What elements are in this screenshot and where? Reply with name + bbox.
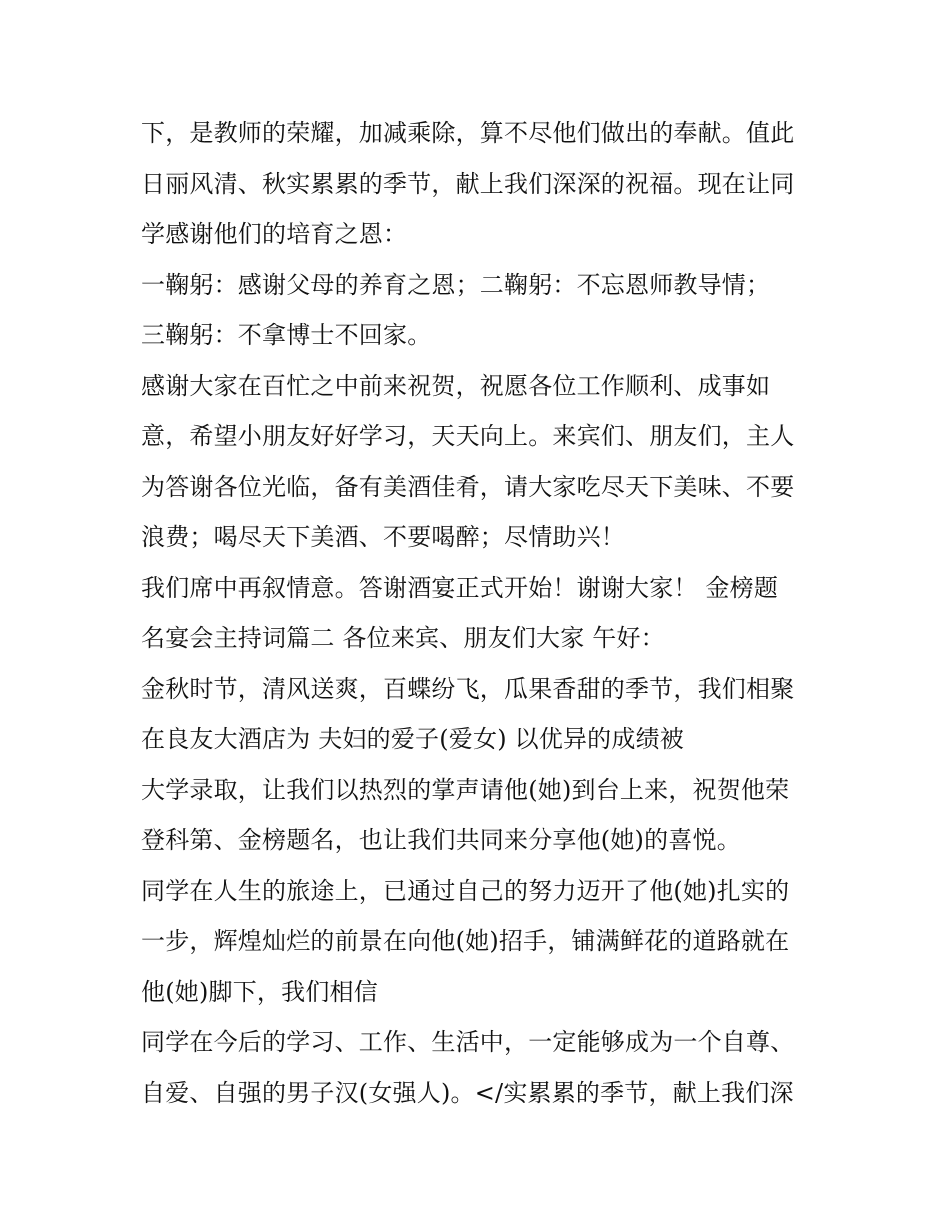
text-line: 我们席中再叙情意。答谢酒宴正式开始！谢谢大家！ 金榜题 [141, 573, 779, 602]
text-line: 日丽风清、秋实累累的季节，献上我们深深的祝福。现在让同 [141, 169, 795, 198]
text-line: 浪费；喝尽天下美酒、不要喝醉；尽情助兴！ [141, 523, 625, 551]
text-line: 感谢大家在百忙之中前来祝贺，祝愿各位工作顺利、成事如 [141, 371, 771, 400]
text-line: 他(她)脚下，我们相信 [141, 977, 378, 1006]
text-line: 三鞠躬：不拿博士不回家。 [141, 321, 432, 349]
text-line: 一鞠躬：感谢父母的养育之恩；二鞠躬：不忘恩师教导情； [141, 270, 771, 299]
text-line: 同学在人生的旅途上，已通过自己的努力迈开了他(她)扎实的 [141, 876, 790, 905]
text-line: 自爱、自强的男子汉(女强人)。</实累累的季节，献上我们深 [141, 1078, 794, 1107]
text-line: 金秋时节，清风送爽，百蝶纷飞，瓜果香甜的季节，我们相聚 [141, 674, 795, 703]
text-line: 一步，辉煌灿烂的前景在向他(她)招手，铺满鲜花的道路就在 [141, 927, 790, 955]
text-line: 为答谢各位光临，备有美酒佳肴，请大家吃尽天下美味、不要 [141, 472, 795, 501]
text-line: 意，希望小朋友好好学习，天天向上。来宾们、朋友们，主人 [141, 422, 795, 450]
text-line: 在良友大酒店为 夫妇的爱子(爱女) 以优异的成绩被 [141, 725, 684, 753]
text-line: 下，是教师的荣耀，加减乘除，算不尽他们做出的奉献。值此 [141, 119, 795, 147]
text-line: 名宴会主持词篇二 各位来宾、朋友们大家 午好： [141, 624, 665, 652]
text-line: 登科第、金榜题名，也让我们共同来分享他(她)的喜悦。 [141, 826, 741, 854]
text-line: 学感谢他们的培育之恩： [141, 220, 408, 248]
document-body [141, 108, 821, 1118]
text-line: 同学在今后的学习、工作、生活中，一定能够成为一个自尊、 [141, 1028, 795, 1056]
text-line: 大学录取，让我们以热烈的掌声请他(她)到台上来，祝贺他荣 [141, 775, 790, 804]
